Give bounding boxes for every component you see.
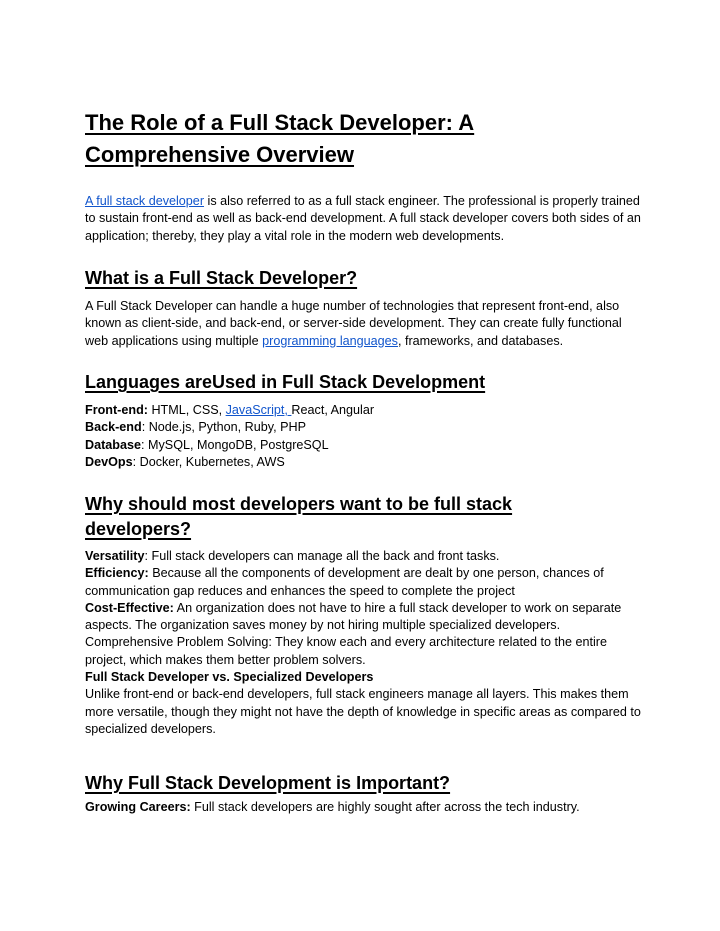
frontend-text-after: React, Angular [291, 403, 375, 417]
devops-label: DevOps [85, 454, 133, 469]
cost-effective-line [85, 600, 645, 635]
efficiency-line [85, 565, 645, 600]
backend-line [85, 419, 645, 436]
database-text: : MySQL, MongoDB, PostgreSQL [141, 437, 329, 452]
javascript-link[interactable]: JavaScript, [225, 403, 292, 417]
efficiency-label: Efficiency: [85, 566, 149, 581]
section-heading-importance: Why Full Stack Development is Important? [85, 773, 451, 793]
cost-effective-label: Cost-Effective: [85, 600, 174, 615]
programming-languages-link[interactable]: programming languages [262, 333, 398, 348]
comparison-label: Full Stack Developer vs. Specialized Developers [85, 670, 374, 685]
problem-solving-line: Comprehensive Problem Solving: They know each and every architecture related to the entire project, which makes them better problem solvers. [85, 635, 607, 667]
careers-label: Growing Careers: [85, 800, 191, 814]
backend-label: Back-end [85, 420, 142, 435]
importance-paragraph [85, 799, 645, 816]
backend-text: : Node.js, Python, Ruby, PHP [141, 420, 306, 435]
versatility-label: Versatility [85, 549, 145, 563]
devops-text: : Docker, Kubernetes, AWS [132, 454, 285, 469]
frontend-text-before: HTML, CSS, [147, 403, 226, 417]
why-should-content [85, 548, 645, 738]
database-line [85, 437, 645, 454]
careers-text: Full stack developers are highly sought after across the tech industry. [190, 800, 580, 814]
efficiency-text: Because all the components of development are dealt by one person, chances of communication gap reduces and enhances the speed to complete the project [85, 566, 604, 598]
section-heading-why-should: Why should most developers want to be full stack developers? [85, 494, 513, 539]
devops-line [85, 454, 645, 471]
frontend-label: Front-end: [85, 403, 148, 417]
what-is-text-before: A Full Stack Developer can handle a huge number of technologies that represent front-end, also known as client-side, and back-end, or server-side development. They can create fully functional web applications using multiple [85, 299, 622, 348]
section-heading-what-is: What is a Full Stack Developer? [85, 268, 358, 288]
what-is-paragraph [85, 298, 645, 350]
page-title: The Role of a Full Stack Developer: A Comprehensive Overview [85, 110, 475, 167]
languages-list [85, 402, 645, 471]
what-is-text-after: , frameworks, and databases. [397, 333, 564, 348]
cost-effective-text: An organization does not have to hire a full stack developer to work on separate aspects. The organization saves money by not hiring multiple specialized developers. [85, 600, 622, 633]
comparison-heading [85, 669, 645, 686]
database-label: Database [85, 437, 142, 452]
versatility-text: : Full stack developers can manage all the back and front tasks. [144, 549, 500, 563]
versatility-line [85, 548, 645, 565]
intro-text: is also referred to as a full stack engineer. The professional is properly trained to sustain front-end as well as back-end development. A full stack developer covers both sides of an application; thereby, they play a vital role in the modern web developments. [85, 194, 641, 243]
full-stack-developer-link[interactable]: A full stack developer [85, 194, 205, 208]
intro-paragraph [85, 193, 645, 245]
frontend-line [85, 402, 645, 419]
comparison-text: Unlike front-end or back-end developers, full stack engineers manage all layers. This makes them more versatile, though they might not have the depth of knowledge in specific areas as compared to specialized developers. [85, 687, 641, 736]
section-heading-languages: Languages areUsed in Full Stack Development [85, 372, 486, 392]
